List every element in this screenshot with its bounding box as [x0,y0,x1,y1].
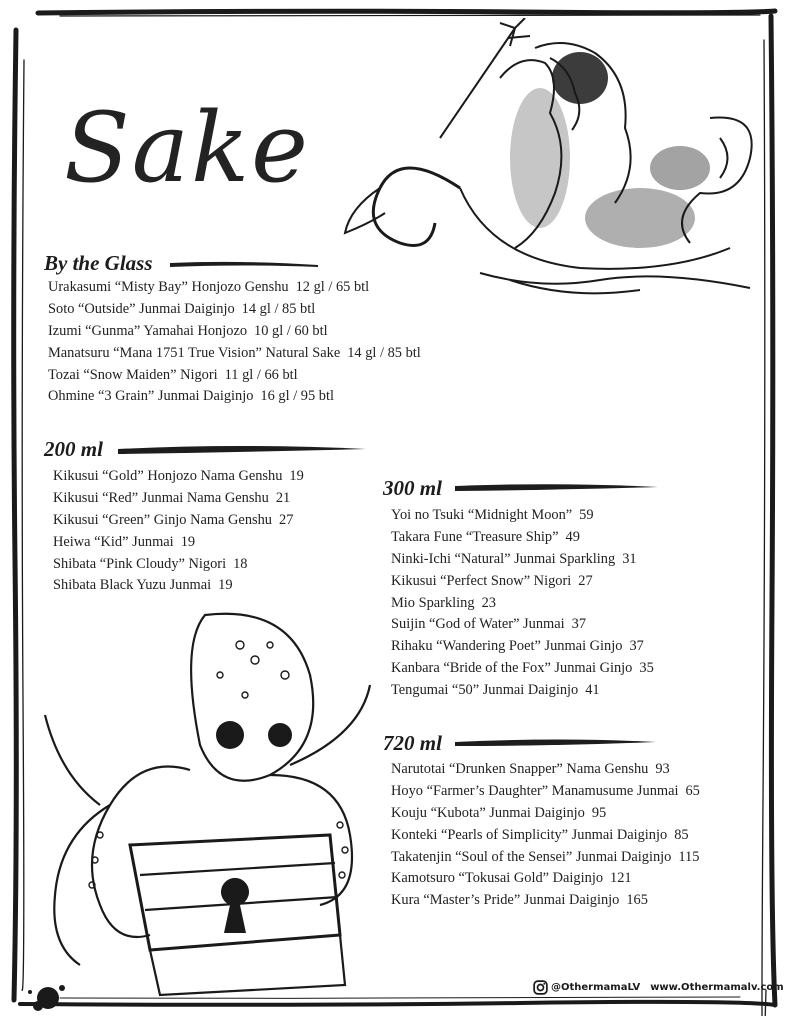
item-name: Takatenjin “Soul of the Sensei” Junmai Daiginjo [391,848,672,865]
item-name: Kouju “Kubota” Junmai Daiginjo [391,804,585,821]
item-price: 16 gl / 95 btl [260,388,334,405]
list-item [53,488,304,510]
item-price: 27 [578,572,593,589]
item-name: Konteki “Pearls of Simplicity” Junmai Daiginjo [391,826,668,843]
item-price: 19 [289,468,304,484]
item-name: Ohmine “3 Grain” Junmai Daiginjo [48,388,254,405]
item-name: Soto “Outside” Junmai Daiginjo [48,300,235,317]
list-item [391,803,700,825]
item-name: Kanbara “Bride of the Fox” Junmai Ginjo [391,660,633,677]
list-item [53,510,304,532]
list-item [53,554,304,576]
list-item [48,343,421,365]
list-item [48,299,421,321]
ml720-list [391,759,700,912]
footer [533,976,784,998]
item-price: 11 gl / 66 btl [224,366,298,383]
item-price: 27 [279,511,294,528]
list-item [391,549,654,571]
item-price: 10 gl / 60 btl [254,322,328,339]
item-price: 19 [218,577,233,594]
item-name: Kikusui “Green” Ginjo Nama Genshu [53,511,273,528]
list-item [391,847,700,869]
list-item [48,321,421,343]
item-name: Kikusui “Perfect Snow” Nigori [391,572,572,589]
section-heading-720ml: 720 ml [383,731,442,755]
item-name: Heiwa “Kid” Junmai [53,533,174,550]
item-price: 21 [275,489,291,506]
list-item [391,505,654,527]
item-price: 12 gl / 65 btl [295,279,370,295]
item-name: Narutotai “Drunken Snapper” Nama Genshu [391,761,649,777]
sea-god-mermaid-illustration [340,18,765,303]
item-price: 31 [622,550,637,567]
item-name: Kamotsuro “Tokusai Gold” Daiginjo [391,870,604,887]
list-item [391,527,654,549]
list-item [391,658,654,680]
item-name: Hoyo “Farmer’s Daughter” Manamusume Junmai [391,782,679,799]
item-name: Shibata “Pink Cloudy” Nigori [53,555,227,572]
item-price: 18 [233,555,248,572]
list-item [391,781,700,803]
list-item [391,571,654,593]
item-name: Tengumai “50” Junmai Daiginjo [391,682,579,699]
item-name: Takara Fune “Treasure Ship” [391,528,559,545]
list-item [48,365,421,387]
item-name: Kikusui “Gold” Honjozo Nama Genshu [53,468,283,484]
list-item [391,593,654,615]
list-item [48,277,421,299]
item-name: Ninki-Ichi “Natural” Junmai Sparkling [391,550,616,567]
item-price: 19 [180,533,196,550]
item-price: 14 gl / 85 btl [347,344,421,361]
item-name: Kikusui “Red” Junmai Nama Genshu [53,489,269,506]
item-price: 14 gl / 85 btl [241,300,316,317]
list-item [53,466,304,488]
instagram-icon[interactable] [533,980,548,995]
item-price: 49 [565,528,580,545]
trident-shaft [440,28,515,138]
item-name: Izumi “Gunma” Yamahai Honjozo [48,322,248,339]
item-price: 35 [639,660,654,677]
item-price: 93 [655,761,670,777]
item-price: 121 [610,870,632,887]
ml200-list [53,466,304,597]
item-price: 85 [674,826,689,843]
item-price: 59 [579,507,594,523]
section-heading-300ml: 300 ml [383,476,442,500]
item-price: 165 [626,892,648,909]
list-item [391,890,700,912]
item-name: Mio Sparkling [391,594,475,611]
ml300-underline [455,484,658,491]
item-price: 23 [481,594,496,611]
website-link[interactable]: www.Othermamalv.com [650,981,784,993]
section-heading-200ml: 200 ml [44,437,103,461]
item-name: Urakasumi “Misty Bay” Honjozo Genshu [48,279,289,295]
item-name: Shibata Black Yuzu Junmai [53,577,212,594]
item-price: 37 [629,638,644,655]
item-name: Tozai “Snow Maiden” Nigori [48,366,218,383]
item-price: 65 [685,782,700,799]
ml200-underline [118,446,366,454]
list-item [391,868,700,890]
list-item [391,614,654,636]
ml720-underline [455,740,656,747]
item-price: 37 [571,616,587,633]
item-price: 115 [678,848,700,865]
ml300-list [391,505,654,702]
instagram-handle[interactable]: @OthermamaLV [551,981,641,993]
glass-underline [170,262,318,267]
item-name: Yoi no Tsuki “Midnight Moon” [391,507,573,523]
item-price: 95 [591,804,607,821]
list-item [48,386,421,408]
list-item [391,636,654,658]
page-title: Sake [64,92,310,204]
item-price: 41 [585,682,600,699]
item-name: Suijin “God of Water” Junmai [391,616,565,633]
item-name: Rihaku “Wandering Poet” Junmai Ginjo [391,638,623,655]
by-the-glass-list [48,277,421,408]
item-name: Manatsuru “Mana 1751 True Vision” Natural Sake [48,344,341,361]
list-item [53,532,304,554]
list-item [391,825,700,847]
octopus-treasure-illustration [40,605,380,1000]
section-heading-by-the-glass: By the Glass [44,251,153,275]
list-item [391,680,654,702]
item-name: Kura “Master’s Pride” Junmai Daiginjo [391,892,620,909]
list-item [391,759,700,781]
list-item [53,575,304,597]
